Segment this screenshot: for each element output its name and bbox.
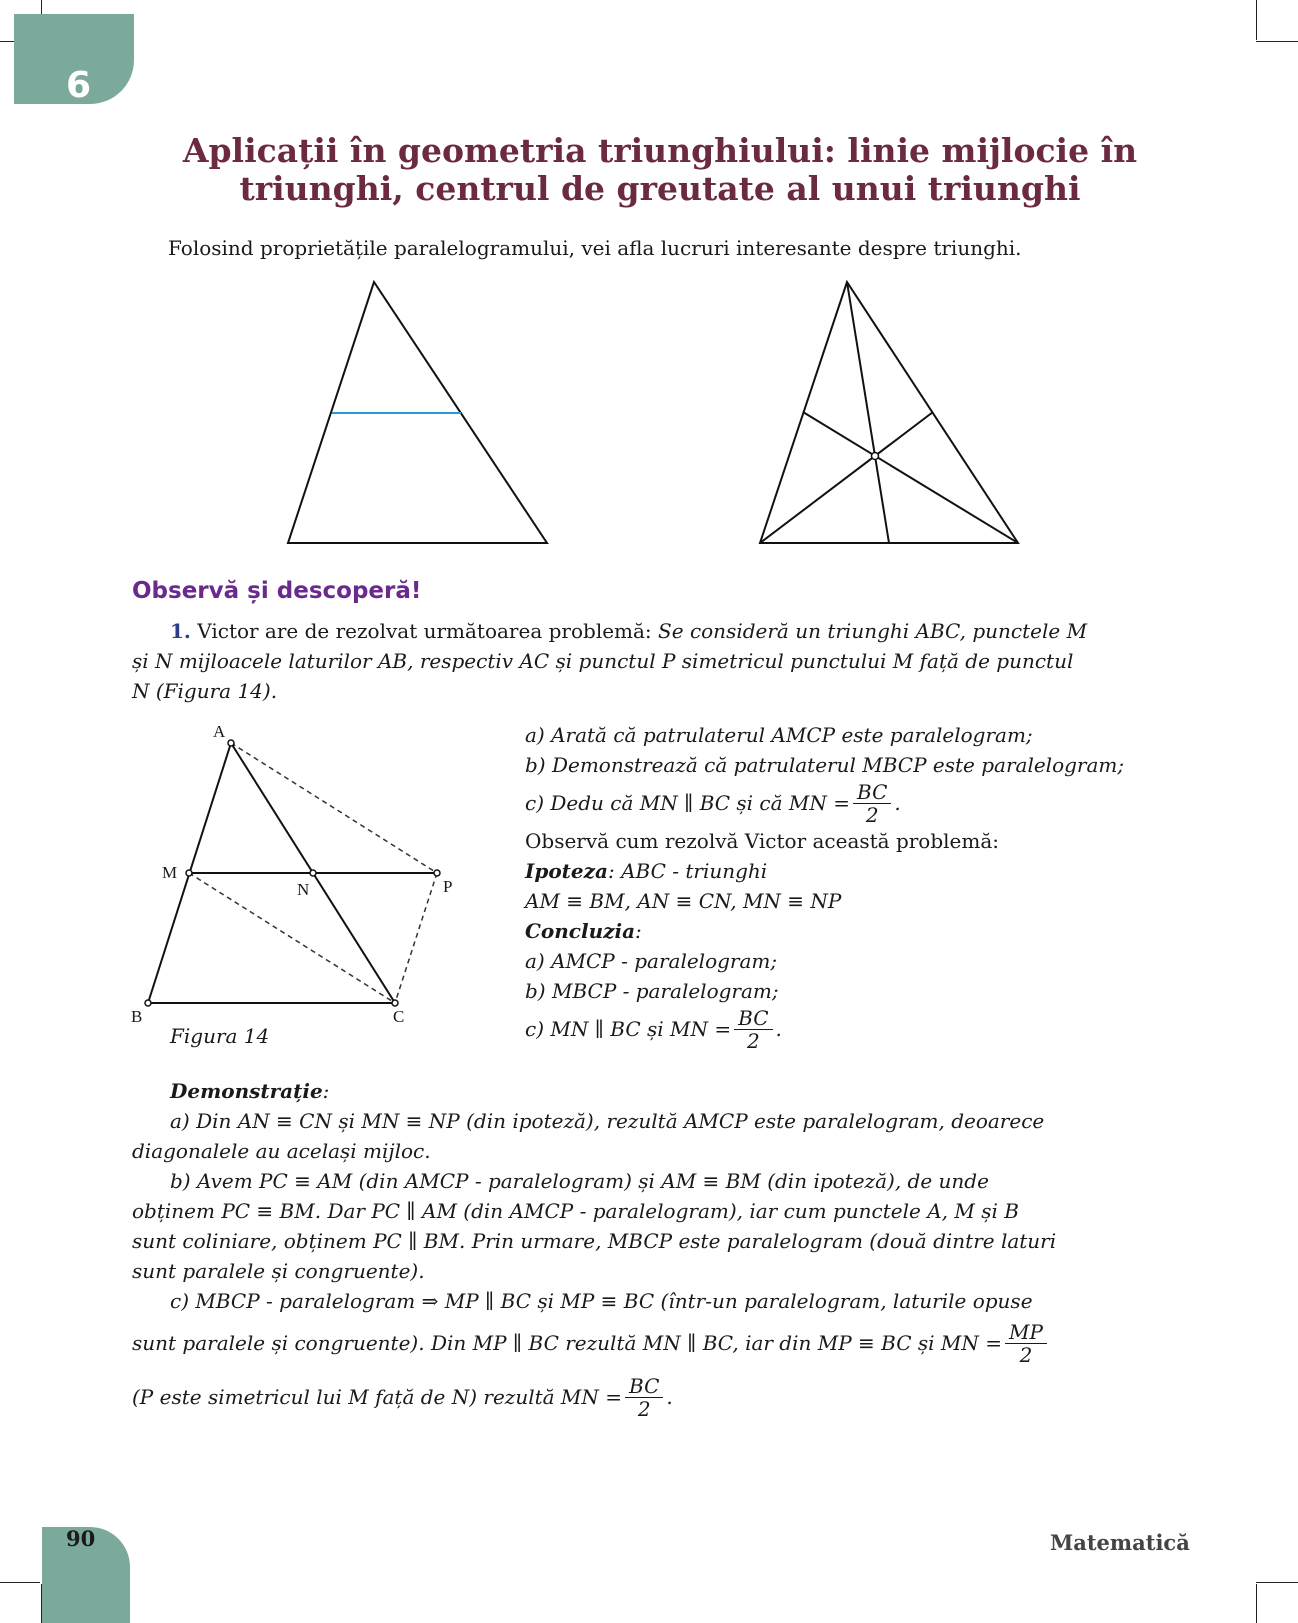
ipoteza-label: Ipoteza <box>525 859 608 883</box>
problem-text: Victor are de rezolvat următoarea problemă: <box>197 619 652 643</box>
demo-a-line-2: diagonalele au același mijloc. <box>132 1139 431 1163</box>
ipoteza-line <box>525 856 1185 886</box>
demo-c-line-3-suffix: . <box>666 1385 673 1409</box>
title-line-1: Aplicații în geometria triunghiului: linie mijlocie în <box>182 131 1138 170</box>
demo-b-line-4: sunt paralele și congruente). <box>132 1259 425 1283</box>
point-P <box>434 870 440 876</box>
concluzia-colon: : <box>635 919 642 943</box>
fraction-denominator: 2 <box>865 802 879 827</box>
task-a: a) Arată că patrulaterul AMCP este paralelogram; <box>525 723 1033 747</box>
segment-MC <box>189 873 395 1003</box>
conclusion-a: a) AMCP - paralelogram; <box>525 949 778 973</box>
label-B: B <box>131 1007 143 1026</box>
concluzia-line <box>525 916 1185 946</box>
crop-mark <box>1256 41 1298 42</box>
problem-line-1 <box>132 616 1172 646</box>
fraction-numerator: BC <box>625 1375 663 1398</box>
task-c-suffix: . <box>894 791 901 815</box>
problem-line-3: N (Figura 14). <box>132 679 278 703</box>
point-B <box>145 1000 151 1006</box>
conclusion-c <box>525 1006 1185 1052</box>
section-heading: Observă și descoperă! <box>132 578 422 604</box>
crop-mark <box>1256 1582 1298 1583</box>
demo-b-line-2: obținem PC ≡ BM. Dar PC ∥ AM (din AMCP - paralelogram), iar cum punctele A, M și B <box>132 1199 1019 1223</box>
page-number: 90 <box>66 1526 96 1551</box>
medians-triangle-figure <box>750 270 1040 545</box>
figure-14-diagram <box>130 720 470 1010</box>
fraction-denominator: 2 <box>746 1028 760 1053</box>
title-line-2: triunghi, centrul de greutate al unui triunghi <box>239 169 1081 208</box>
demonstration-block <box>132 1076 1172 1424</box>
median-line <box>847 282 889 543</box>
demonstration-colon: : <box>322 1079 330 1103</box>
label-M: M <box>162 863 178 882</box>
crop-mark <box>1256 0 1257 40</box>
fraction-numerator: BC <box>853 781 891 804</box>
label-C: C <box>393 1007 405 1026</box>
page-title <box>130 132 1190 208</box>
ipoteza-text: : ABC - triunghi <box>607 859 768 883</box>
demo-a-line-1: a) Din AN ≡ CN și MN ≡ NP (din ipoteză), rezultă AMCP este paralelogram, deoarece <box>170 1109 1045 1133</box>
demonstration-label: Demonstrație <box>170 1079 323 1103</box>
demo-c-line-1: c) MBCP - paralelogram ⇒ MP ∥ BC și MP ≡ BC (într-un paralelogram, laturile opuse <box>170 1289 1033 1313</box>
ipoteza-line-2: AM ≡ BM, AN ≡ CN, MN ≡ NP <box>525 889 842 913</box>
fraction-denominator: 2 <box>637 1396 651 1421</box>
label-A: A <box>213 722 226 741</box>
observe-text: Observă cum rezolvă Victor această problemă: <box>525 829 1000 853</box>
tasks-column <box>525 720 1185 1052</box>
problem-line-2: și N mijloacele laturilor AB, respectiv AC și punctul P simetricul punctului M față de punctul <box>132 649 1074 673</box>
label-N: N <box>297 880 310 899</box>
fraction <box>734 1007 772 1052</box>
demo-c-line-3 <box>132 1370 1172 1424</box>
conclusion-c-text: c) MN ∥ BC și MN = <box>525 1017 732 1041</box>
demo-c-line-2-text: sunt paralele și congruente). Din MP ∥ BC rezultă MN ∥ BC, iar din MP ≡ BC și MN = <box>132 1331 1002 1355</box>
demo-b-line-3: sunt coliniare, obținem PC ∥ BM. Prin urmare, MBCP este paralelogram (două dintre laturi <box>132 1229 1057 1253</box>
point-M <box>186 870 192 876</box>
fraction <box>625 1375 663 1420</box>
segment-PC <box>395 873 437 1003</box>
conclusion-b: b) MBCP - paralelogram; <box>525 979 779 1003</box>
problem-statement <box>132 616 1172 706</box>
demonstration-heading <box>132 1076 1172 1106</box>
subject-name: Matematică <box>1050 1530 1190 1555</box>
intro-text: Folosind proprietățile paralelogramului, vei afla lucruri interesante despre triunghi. <box>168 236 1022 260</box>
point-N <box>310 870 316 876</box>
demo-c-line-3-text: (P este simetricul lui M față de N) rezultă MN = <box>132 1385 623 1409</box>
demo-b-line-1: b) Avem PC ≡ AM (din AMCP - paralelogram) și AM ≡ BM (din ipoteză), de unde <box>170 1169 989 1193</box>
chapter-number: 6 <box>66 65 92 106</box>
point-A <box>228 740 234 746</box>
conclusion-c-suffix: . <box>775 1017 782 1041</box>
task-b: b) Demonstrează că patrulaterul MBCP este paralelogram; <box>525 753 1125 777</box>
label-P: P <box>443 877 453 896</box>
concluzia-label: Concluzia <box>525 919 636 943</box>
problem-italic: Se consideră un triunghi ABC, punctele M <box>658 619 1088 643</box>
fraction-numerator: MP <box>1005 1321 1047 1344</box>
problem-number: 1. <box>170 619 191 643</box>
demo-c-line-2 <box>132 1316 1172 1370</box>
point-C <box>392 1000 398 1006</box>
fraction <box>853 781 891 826</box>
figure-caption: Figura 14 <box>170 1024 270 1048</box>
task-c-text: c) Dedu că MN ∥ BC și că MN = <box>525 791 851 815</box>
centroid-point <box>872 453 879 460</box>
fraction-denominator: 2 <box>1019 1342 1033 1367</box>
crop-mark <box>0 1582 40 1583</box>
triangle-outline <box>760 282 1018 543</box>
midline-triangle-figure <box>270 270 560 545</box>
task-c <box>525 780 1185 826</box>
fraction <box>1005 1321 1047 1366</box>
median-line <box>803 412 1018 543</box>
median-line <box>760 412 933 543</box>
segment-AP <box>231 743 437 873</box>
fraction-numerator: BC <box>734 1007 772 1030</box>
crop-mark <box>1256 1584 1257 1623</box>
